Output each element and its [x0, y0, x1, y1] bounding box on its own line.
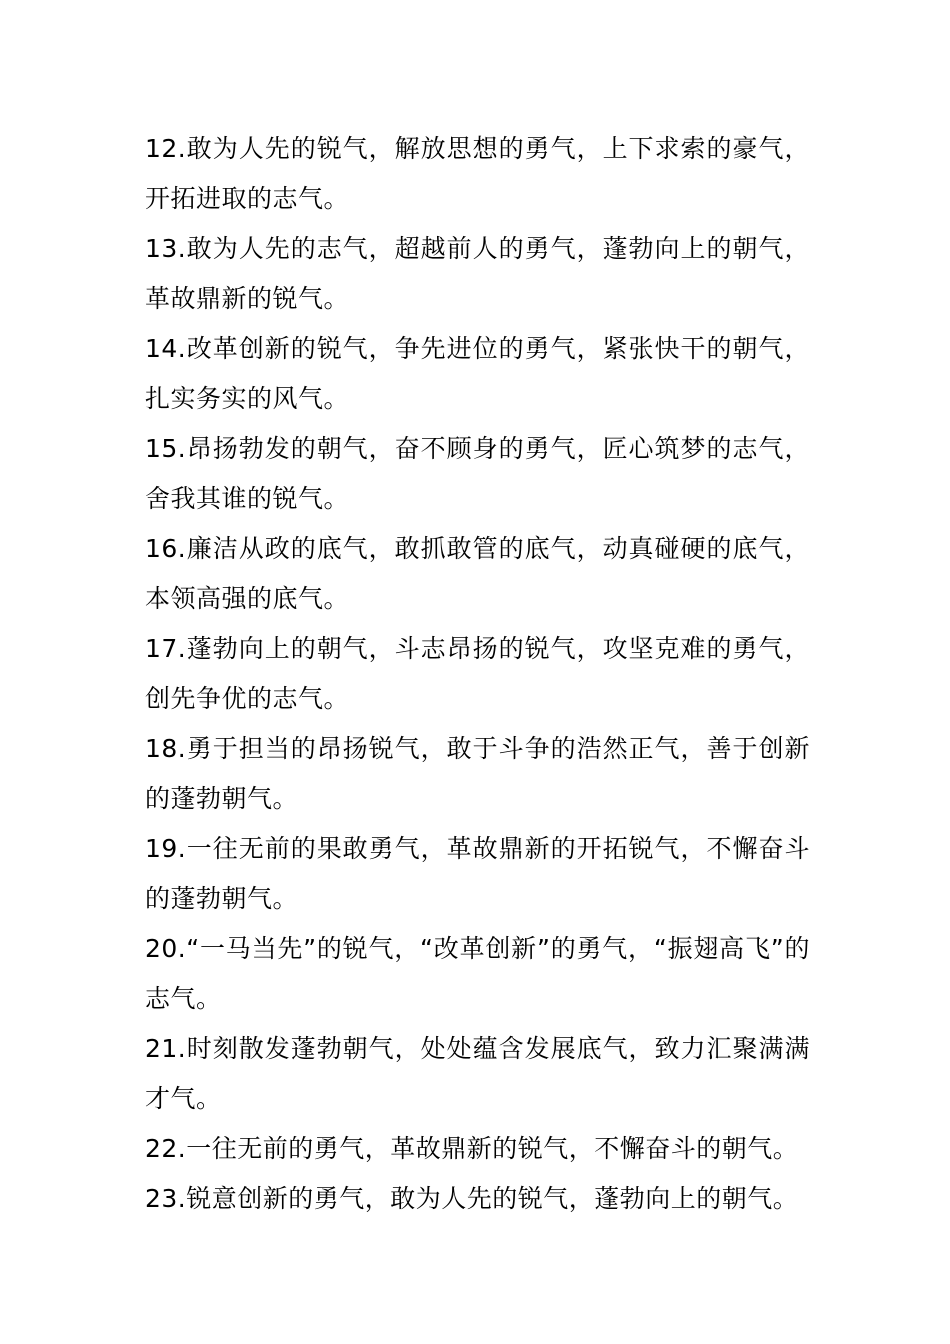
list-item: 18.勇于担当的昂扬锐气，敢于斗争的浩然正气，善于创新的蓬勃朝气。: [145, 734, 810, 813]
list-item: 21.时刻散发蓬勃朝气，处处蕴含发展底气，致力汇聚满满才气。: [145, 1034, 810, 1113]
list-item: 15.昂扬勃发的朝气，奋不顾身的勇气，匠心筑梦的志气，舍我其谁的锐气。: [145, 434, 810, 513]
list-item: 19.一往无前的果敢勇气，革故鼎新的开拓锐气，不懈奋斗的蓬勃朝气。: [145, 834, 810, 913]
list-item: 22.一往无前的勇气，革故鼎新的锐气，不懈奋斗的朝气。: [145, 1134, 799, 1163]
list-item: 13.敢为人先的志气，超越前人的勇气，蓬勃向上的朝气，革故鼎新的锐气。: [145, 234, 810, 313]
list-item: 23.锐意创新的勇气，敢为人先的锐气，蓬勃向上的朝气。: [145, 1184, 799, 1213]
list-item: 17.蓬勃向上的朝气，斗志昂扬的锐气，攻坚克难的勇气，创先争优的志气。: [145, 634, 810, 713]
phrase-list: [145, 124, 810, 1224]
list-item: 20.“一马当先”的锐气，“改革创新”的勇气，“振翅高飞”的志气。: [145, 934, 810, 1013]
list-item: 12.敢为人先的锐气，解放思想的勇气，上下求索的豪气，开拓进取的志气。: [145, 134, 810, 213]
list-item: 16.廉洁从政的底气，敢抓敢管的底气，动真碰硬的底气，本领高强的底气。: [145, 534, 810, 613]
list-item: 14.改革创新的锐气，争先进位的勇气，紧张快干的朝气，扎实务实的风气。: [145, 334, 810, 413]
